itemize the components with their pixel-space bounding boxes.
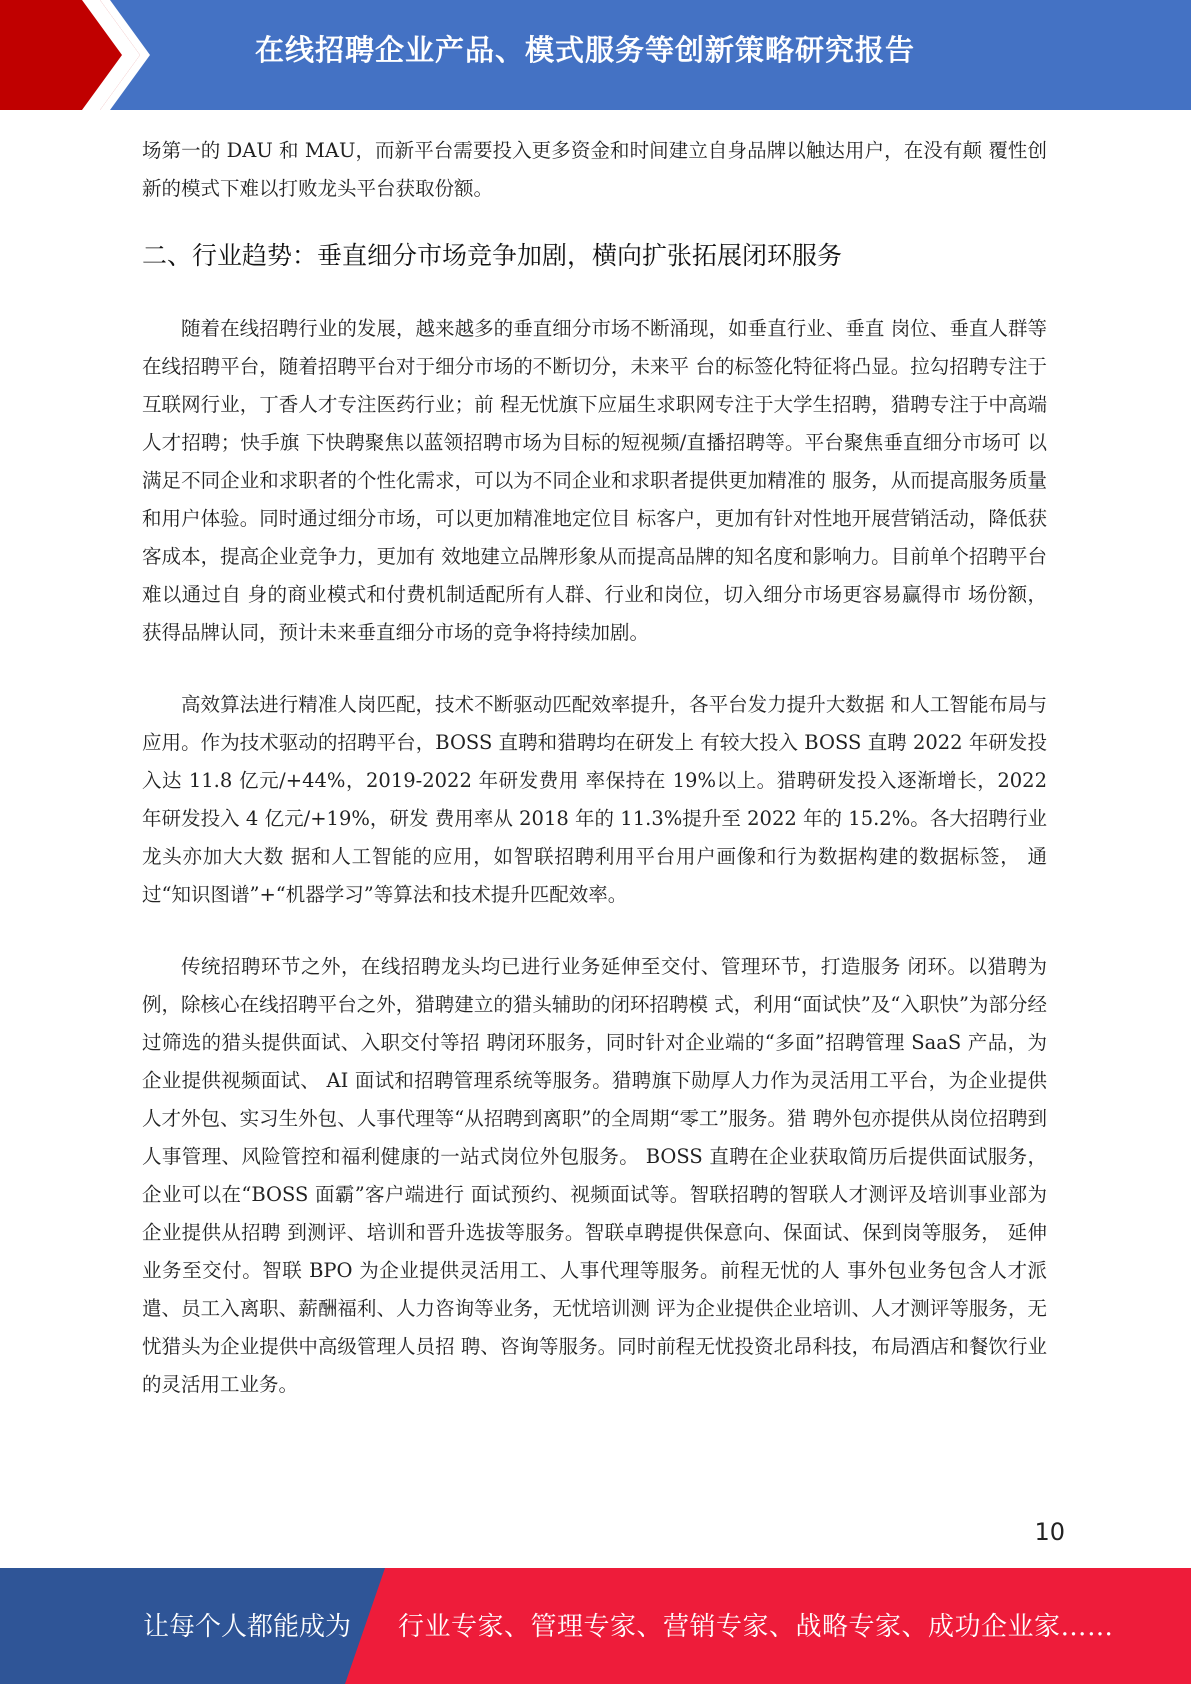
- page-header: [0, 0, 1191, 110]
- report-title: 在线招聘企业产品、模式服务等创新策略研究报告: [255, 33, 916, 67]
- footer-slogan-left: 让每个人都能成为: [143, 1612, 352, 1642]
- paragraph-closed-loop-services: 传统招聘环节之外，在线招聘龙头均已进行业务延伸至交付、管理环节，打造服务 闭环。以猎聘为例，除核心在线招聘平台之外，猎聘建立的猎头辅助的闭环招聘模 式，利用“面试快”及“入职快”为部分经过筛选的猎头提供面试、入职交付等招 聘闭环服务，同时针对企业端的“多面”招聘管理 SaaS 产品，为企业提供视频面试、 AI 面试和招聘管理系统等服务。猎聘旗下勋厚人力作为灵活用工平台，为企业提供 人才外包、实习生外包、人事代理等“从招聘到离职”的全周期“零工”服务。猎 聘外包亦提供从岗位招聘到人事管理、风险管控和福利健康的一站式岗位外包服务。 BOSS 直聘在企业获取简历后提供面试服务，企业可以在“BOSS 面霸”客户端进行 面试预约、视频面试等。智联招聘的智联人才测评及培训事业部为企业提供从招聘 到测评、培训和晋升选拔等服务。智联卓聘提供保意向、保面试、保到岗等服务， 延伸业务至交付。智联 BPO 为企业提供灵活用工、人事代理等服务。前程无忧的人 事外包业务包含人才派遣、员工入离职、薪酬福利、人力咨询等业务，无忧培训测 评为企业提供企业培训、人才测评等服务，无忧猎头为企业提供中高级管理人员招 聘、咨询等服务。同时前程无忧投资北昂科技，布局酒店和餐饮行业的灵活用工业务。: [142, 955, 1047, 1396]
- section-heading: 二、行业趋势：垂直细分市场竞争加剧，横向扩张拓展闭环服务: [142, 241, 843, 270]
- page-number: 10: [1034, 1518, 1065, 1546]
- paragraph-continuation: 场第一的 DAU 和 MAU，而新平台需要投入更多资金和时间建立自身品牌以触达用户，在没有颠 覆性创新的模式下难以打败龙头平台获取份额。: [142, 139, 1047, 200]
- header-arrow-icon: [0, 0, 160, 110]
- paragraph-vertical-markets: 随着在线招聘行业的发展，越来越多的垂直细分市场不断涌现，如垂直行业、垂直 岗位、垂直人群等在线招聘平台，随着招聘平台对于细分市场的不断切分，未来平 台的标签化特征将凸显。拉勾招聘专注于互联网行业，丁香人才专注医药行业；前 程无忧旗下应届生求职网专注于大学生招聘，猎聘专注于中高端人才招聘；快手旗 下快聘聚焦以蓝领招聘市场为目标的短视频/直播招聘等。平台聚焦垂直细分市场可 以满足不同企业和求职者的个性化需求，可以为不同企业和求职者提供更加精准的 服务，从而提高服务质量和用户体验。同时通过细分市场，可以更加精准地定位目 标客户，更加有针对性地开展营销活动，降低获客成本，提高企业竞争力，更加有 效地建立品牌形象从而提高品牌的知名度和影响力。目前单个招聘平台难以通过自 身的商业模式和付费机制适配所有人群、行业和岗位，切入细分市场更容易赢得市 场份额，获得品牌认同，预计未来垂直细分市场的竞争将持续加剧。: [142, 317, 1047, 644]
- paragraph-algorithms: 高效算法进行精准人岗匹配，技术不断驱动匹配效率提升，各平台发力提升大数据 和人工智能布局与应用。作为技术驱动的招聘平台，BOSS 直聘和猎聘均在研发上 有较大投入 BOSS 直聘 2022 年研发投入达 11.8 亿元/+44%，2019-2022 年研发费用 率保持在 19%以上。猎聘研发投入逐渐增长，2022 年研发投入 4 亿元/+19%，研发 费用率从 2018 年的 11.3%提升至 2022 年的 15.2%。各大招聘行业龙头亦加大大数 据和人工智能的应用，如智联招聘利用平台用户画像和行为数据构建的数据标签， 通过“知识图谱”+“机器学习”等算法和技术提升匹配效率。: [142, 693, 1047, 906]
- page-footer: [0, 1568, 1191, 1684]
- footer-slogan-right: 行业专家、管理专家、营销专家、战略专家、成功企业家……: [398, 1612, 1114, 1642]
- page-content: [142, 132, 1047, 1404]
